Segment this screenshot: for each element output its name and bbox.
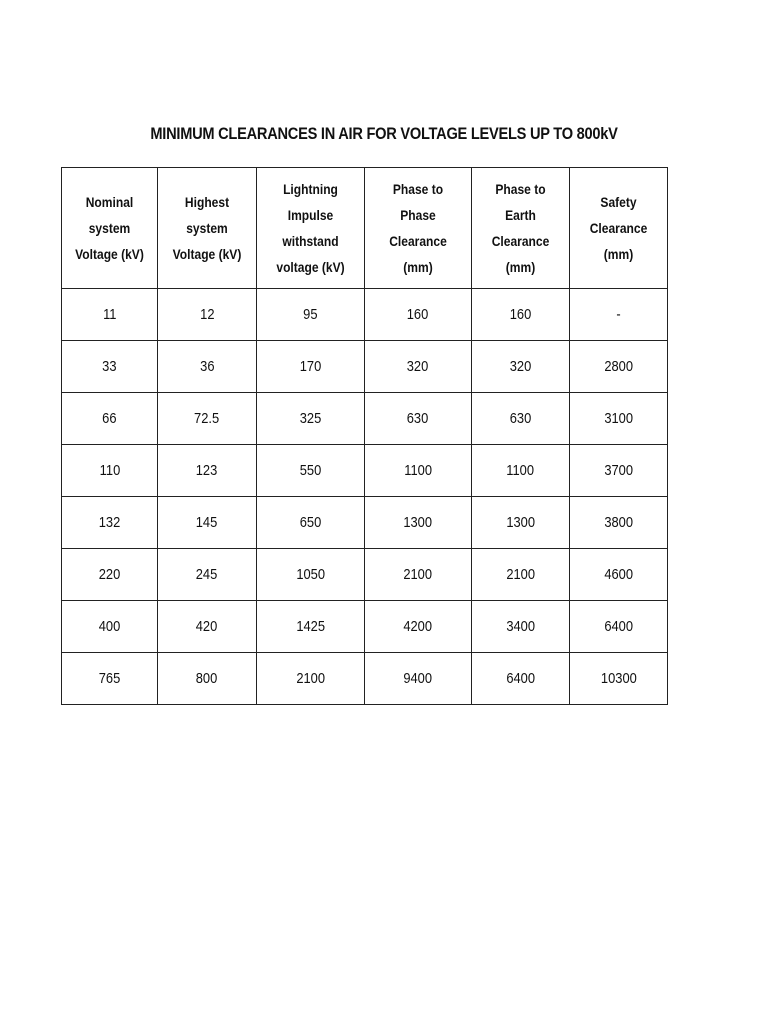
table-cell: 170 xyxy=(257,341,365,393)
table-cell: 3400 xyxy=(472,601,570,653)
table-cell: 2100 xyxy=(472,549,570,601)
table-cell: - xyxy=(570,289,668,341)
table-cell: 1300 xyxy=(472,497,570,549)
header-row xyxy=(62,168,668,289)
table-cell: 2800 xyxy=(570,341,668,393)
table-cell: 123 xyxy=(158,445,257,497)
table-cell: 3100 xyxy=(570,393,668,445)
table-cell: 1300 xyxy=(365,497,472,549)
table-cell: 1100 xyxy=(365,445,472,497)
table-cell: 6400 xyxy=(472,653,570,705)
table-row xyxy=(62,289,668,341)
table-cell: 72.5 xyxy=(158,393,257,445)
table-cell: 6400 xyxy=(570,601,668,653)
table-cell: 245 xyxy=(158,549,257,601)
header-phase-to-phase: Phase to Phase Clearance (mm) xyxy=(365,168,472,289)
header-nominal-voltage: Nominal system Voltage (kV) xyxy=(62,168,158,289)
table-cell: 9400 xyxy=(365,653,472,705)
table-cell: 550 xyxy=(257,445,365,497)
table-cell: 420 xyxy=(158,601,257,653)
clearance-table xyxy=(61,167,668,705)
table-cell: 3800 xyxy=(570,497,668,549)
table-cell: 160 xyxy=(472,289,570,341)
table-cell: 1100 xyxy=(472,445,570,497)
page-title: MINIMUM CLEARANCES IN AIR FOR VOLTAGE LEVELS UP TO 800kV xyxy=(150,124,618,143)
table-cell: 11 xyxy=(62,289,158,341)
table-row xyxy=(62,653,668,705)
table-cell: 33 xyxy=(62,341,158,393)
header-highest-voltage: Highest system Voltage (kV) xyxy=(158,168,257,289)
table-cell: 400 xyxy=(62,601,158,653)
table-cell: 160 xyxy=(365,289,472,341)
table-cell: 650 xyxy=(257,497,365,549)
table-cell: 95 xyxy=(257,289,365,341)
table-cell: 320 xyxy=(365,341,472,393)
table-row xyxy=(62,393,668,445)
table-cell: 10300 xyxy=(570,653,668,705)
table-cell: 110 xyxy=(62,445,158,497)
table-row xyxy=(62,549,668,601)
table-cell: 66 xyxy=(62,393,158,445)
table-cell: 630 xyxy=(365,393,472,445)
table-cell: 630 xyxy=(472,393,570,445)
table-row xyxy=(62,341,668,393)
header-safety-clearance: Safety Clearance (mm) xyxy=(570,168,668,289)
table-cell: 3700 xyxy=(570,445,668,497)
table-cell: 132 xyxy=(62,497,158,549)
table-cell: 145 xyxy=(158,497,257,549)
header-phase-to-earth: Phase to Earth Clearance (mm) xyxy=(472,168,570,289)
table-row xyxy=(62,445,668,497)
table-row xyxy=(62,497,668,549)
table-cell: 1425 xyxy=(257,601,365,653)
table-cell: 12 xyxy=(158,289,257,341)
table-cell: 4200 xyxy=(365,601,472,653)
table-cell: 36 xyxy=(158,341,257,393)
table-cell: 765 xyxy=(62,653,158,705)
table-cell: 2100 xyxy=(257,653,365,705)
table-cell: 325 xyxy=(257,393,365,445)
table-row xyxy=(62,601,668,653)
table-cell: 220 xyxy=(62,549,158,601)
table-cell: 2100 xyxy=(365,549,472,601)
table-cell: 4600 xyxy=(570,549,668,601)
table-cell: 800 xyxy=(158,653,257,705)
header-lightning-impulse: Lightning Impulse withstand voltage (kV) xyxy=(257,168,365,289)
table-cell: 320 xyxy=(472,341,570,393)
table-cell: 1050 xyxy=(257,549,365,601)
